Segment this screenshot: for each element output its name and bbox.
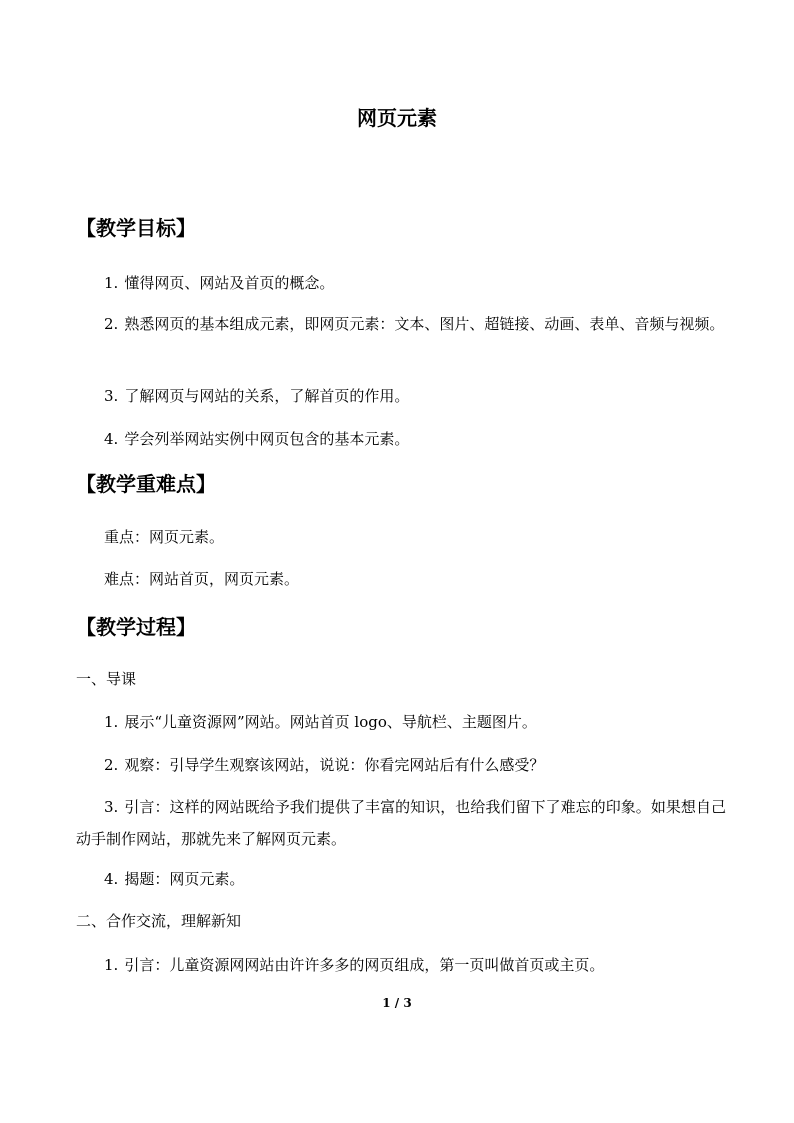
process-part2-heading: 二、合作交流，理解新知 xyxy=(76,912,242,930)
process-part2-item-1 xyxy=(104,952,604,978)
process-part1-item-1-text: 展示“儿童资源网”网站。网站首页 logo、导航栏、主题图片。 xyxy=(124,713,537,731)
process-part1-item-3 xyxy=(76,791,726,855)
process-part1-item-2-number: 2. xyxy=(104,756,119,774)
goal-item-4 xyxy=(104,426,409,452)
process-part1-heading: 一、导课 xyxy=(76,670,137,688)
goal-item-1-text: 懂得网页、网站及首页的概念。 xyxy=(124,274,335,292)
focus-point: 重点：网页元素。 xyxy=(104,528,225,546)
process-part1-item-3-number: 3. xyxy=(104,798,119,816)
process-part1-item-4 xyxy=(104,866,244,892)
difficulty-point: 难点：网站首页，网页元素。 xyxy=(104,570,300,588)
process-part1-item-2-text: 观察：引导学生观察该网站，说说：你看完网站后有什么感受？ xyxy=(124,756,545,774)
goal-item-1 xyxy=(104,270,334,296)
process-part2-item-1-text: 引言：儿童资源网网站由许许多多的网页组成，第一页叫做首页或主页。 xyxy=(124,956,605,974)
process-part1-item-4-text: 揭题：网页元素。 xyxy=(124,870,245,888)
goal-item-3-number: 3. xyxy=(104,387,119,405)
process-part1-item-2 xyxy=(104,752,544,778)
goal-item-3 xyxy=(104,383,409,409)
goal-item-3-text: 了解网页与网站的关系，了解首页的作用。 xyxy=(124,387,410,405)
section-heading-process: 【教学过程】 xyxy=(76,615,196,639)
goal-item-1-number: 1. xyxy=(104,274,119,292)
process-part2-item-1-number: 1. xyxy=(104,956,119,974)
goal-item-4-number: 4. xyxy=(104,430,119,448)
goal-item-2-text: 熟悉网页的基本组成元素，即网页元素：文本、图片、超链接、动画、表单、音频与视频。 xyxy=(124,315,725,333)
goal-item-4-text: 学会列举网站实例中网页包含的基本元素。 xyxy=(124,430,410,448)
process-part1-item-4-number: 4. xyxy=(104,870,119,888)
section-heading-key-points: 【教学重难点】 xyxy=(76,472,216,496)
process-part1-item-1 xyxy=(104,709,537,735)
section-heading-goals: 【教学目标】 xyxy=(76,216,196,240)
document-title: 网页元素 xyxy=(357,106,437,130)
page-number: 1 / 3 xyxy=(382,996,412,1010)
goal-item-2-number: 2. xyxy=(104,315,119,333)
goal-item-2 xyxy=(76,308,726,340)
process-part1-item-1-number: 1. xyxy=(104,713,119,731)
process-part1-item-3-text: 引言：这样的网站既给予我们提供了丰富的知识，也给我们留下了难忘的印象。如果想自己动手制作网站，那就先来了解网页元素。 xyxy=(76,798,726,848)
